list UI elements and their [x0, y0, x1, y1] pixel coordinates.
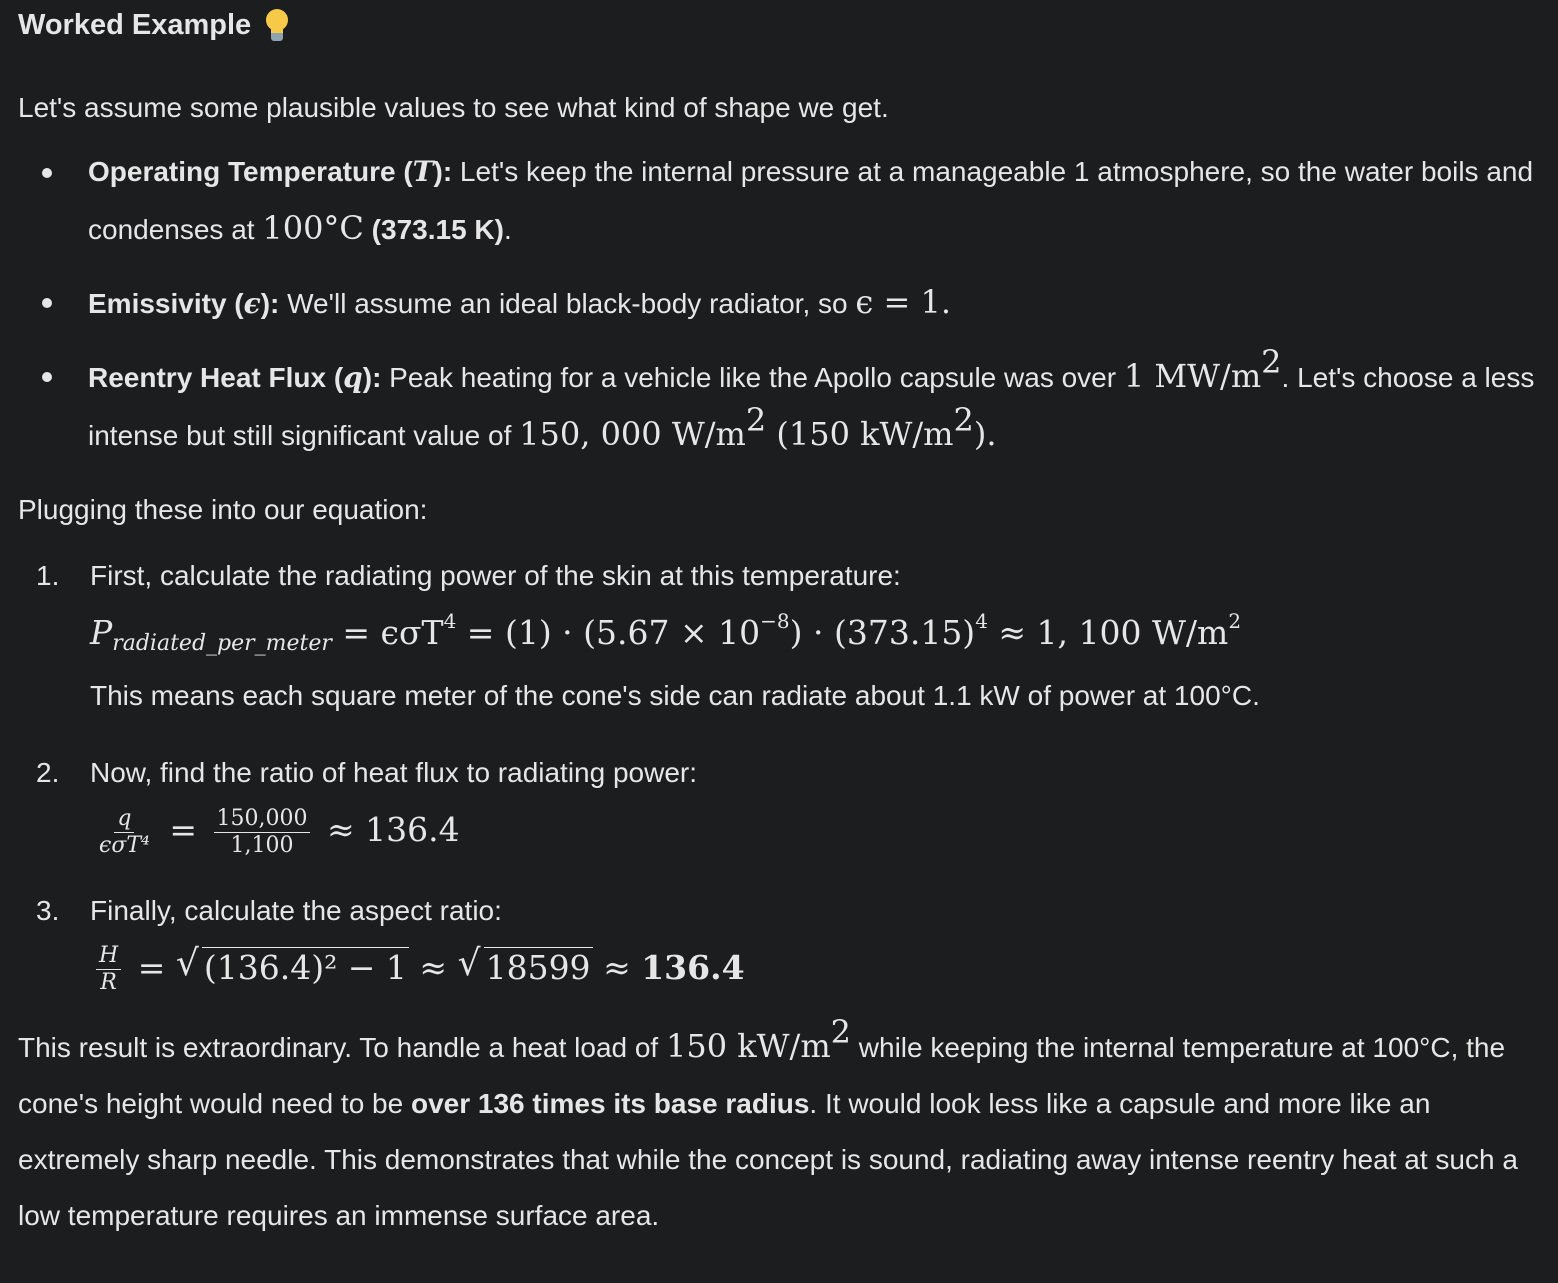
- lightbulb-icon: [263, 7, 291, 43]
- bullet-dot: [42, 168, 52, 178]
- fraction-q-over-power: $\frac{q}{\text{ϵσT⁴}}$: [99, 805, 150, 858]
- bullet-dot: [42, 298, 52, 308]
- equation-radiated-power: $P_{radiated\_per\_meter} = \epsilon\sigma T^4 = (1) \cdot (5.67 \times 10^{-8}) \cdot (373.15)^4 \approx 1$, 100 $W/m^2$: [90, 609, 1242, 656]
- result-paragraph: This result is extraordinary. To handle a heat load of 150 $kW/m^2$ while keeping the internal temperature at 100°C, the cone's height would need to be over 136 times its base radius. It would look less like a capsule and more like an extremely sharp needle. This demonstrates that while the concept is sound, radiating away intense reentry heat at such a low temperature requires an immense surface area.: [18, 1013, 1518, 1231]
- step-2: 2. Now, find the ratio of heat flux to radiating power: $\frac{q}{\text{ϵσT⁴}}$ = $\frac{150,000}{1,100}$ ≈ 136.4: [18, 743, 1543, 859]
- final-aspect-ratio: 136.4: [641, 947, 745, 987]
- document-body: [18, 0, 1543, 1244]
- step-3: 3. Finally, calculate the aspect ratio: $\frac{H}{R}$ = √ (136.4)² − 1 ≈ √ 18599 ≈ 136.4: [18, 881, 1543, 997]
- equation-ratio: $\frac{q}{\text{ϵσT⁴}}$ = $\frac{150,000}{1,100}$ ≈ 136.4: [90, 803, 1543, 859]
- heading-text: Worked Example: [18, 9, 252, 41]
- list-item-heat-flux: Reentry Heat Flux (q): Peak heating for a vehicle like the Apollo capsule was over 1 $MW/m^2$. Let's choose a less intense but still significant value of 150, 000 $W/m^2$ (150 $kW/m^2$).: [18, 348, 1543, 464]
- sqrt-expression-1: √ (136.4)² − 1: [175, 942, 407, 987]
- list-item-emissivity: Emissivity (ϵ): We'll assume an ideal black-body radiator, so ϵ = 1.: [18, 274, 1543, 332]
- intro-paragraph: Let's assume some plausible values to see what kind of shape we get.: [18, 92, 889, 123]
- section-heading: [18, 0, 1543, 50]
- assumptions-list: [18, 144, 1543, 464]
- fraction-values: $\frac{150,000}{1,100}$: [214, 806, 311, 859]
- sqrt-expression-2: √ 18599: [457, 942, 591, 987]
- fraction-h-over-r: $\frac{H}{R}$: [96, 943, 121, 996]
- equation-aspect-ratio: $\frac{H}{R}$ = √ (136.4)² − 1 ≈ √ 18599 ≈ 136.4: [90, 941, 1543, 997]
- steps-list: [18, 546, 1543, 996]
- bullet-dot: [42, 372, 52, 382]
- step-1: 1. First, calculate the radiating power of the skin at this temperature: $P_{radiated\_per\_meter} = \epsilon\sigma T^4 = (1) \cdot (5.67 \times 10^{-8}) \cdot (373.15)^4 \approx 1$, 100 $W/m^2$ This means each square meter of the cone's side can radiate about 1.1 kW of power at 100°C.: [18, 546, 1543, 721]
- plugging-paragraph: Plugging these into our equation:: [18, 494, 428, 525]
- list-item-temperature: Operating Temperature (T): Let's keep the internal pressure at a manageable 1 atmosphere, so the water boils and condenses at 100°C (373.15 K).: [18, 144, 1543, 258]
